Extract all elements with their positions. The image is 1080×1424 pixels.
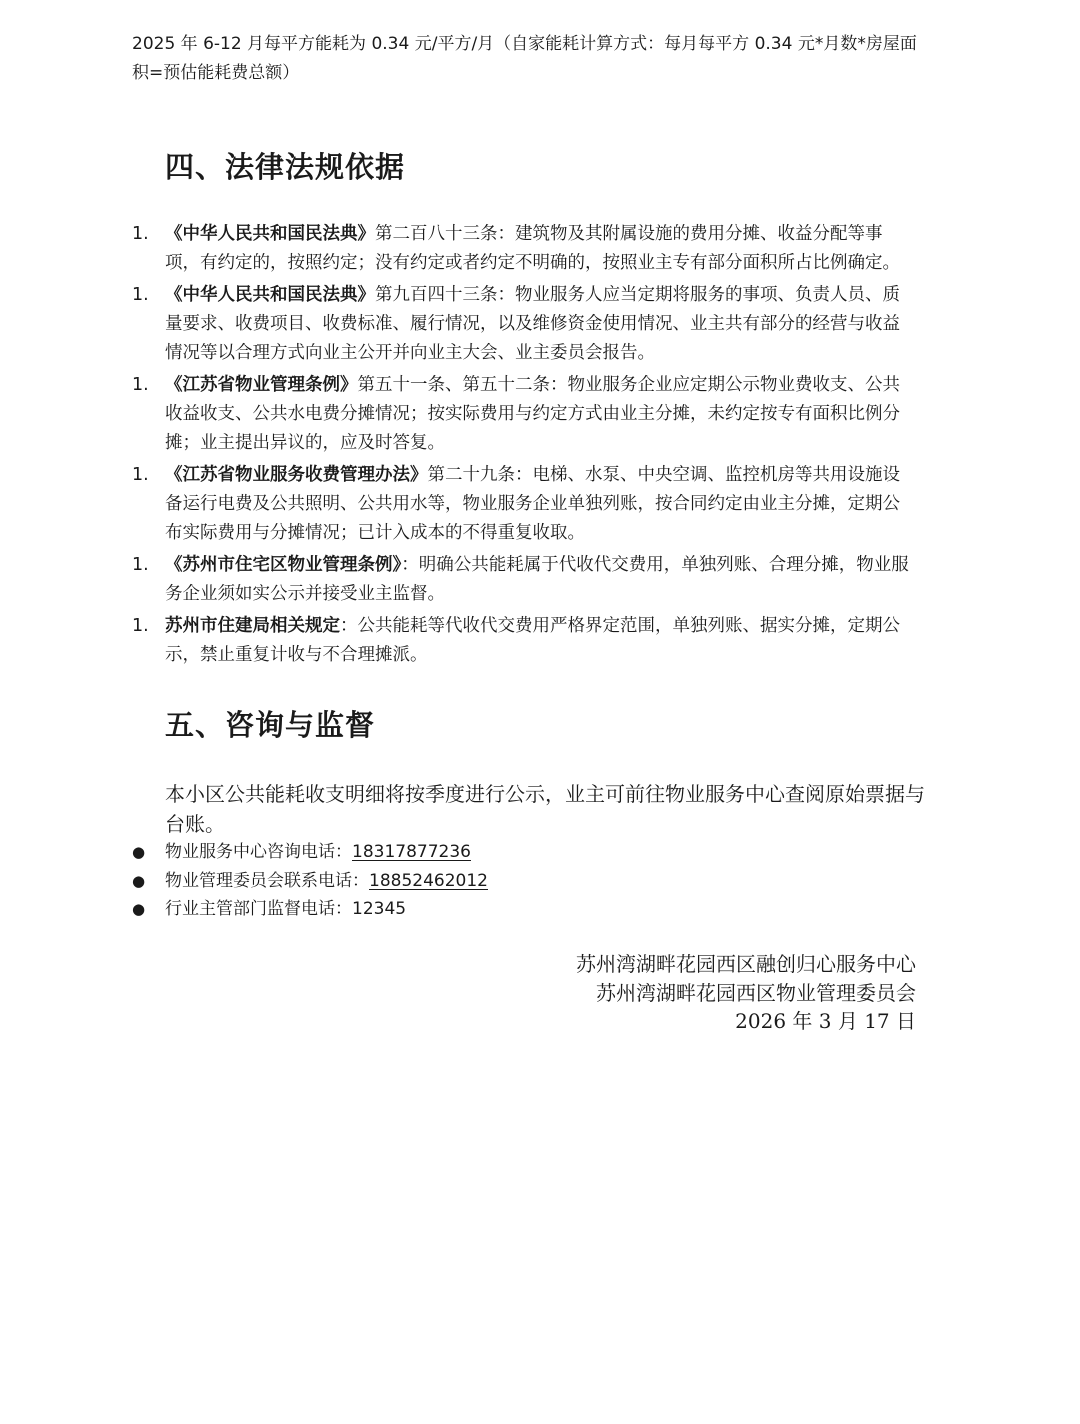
bullet-icon: ● — [132, 871, 146, 890]
contact-item — [0, 867, 1080, 896]
signature-block — [576, 950, 916, 1036]
contact-label: 行业主管部门监督电话： — [165, 899, 352, 919]
law-text: 第二十九条：电梯、水泵、中央空调、监控机房等共用设施设备运行电费及公共照明、公共用水等，物业服务企业单独列账，按合同约定由业主分摊，定期公布实际费用与分摊情况；已计入成本的不得重复收取。 — [165, 465, 900, 543]
list-number: 1. — [132, 285, 149, 305]
list-number: 1. — [132, 616, 149, 636]
law-title: 《苏州市住宅区物业管理条例》 — [165, 555, 402, 575]
legal-basis-item — [0, 371, 917, 458]
law-text: 第九百四十三条：物业服务人应当定期将服务的事项、负责人员、质量要求、收费项目、收费标准、履行情况，以及维修资金使用情况、业主共有部分的经营与收益情况等以合理方式向业主公开并向业主大会、业主委员会报告。 — [165, 285, 900, 363]
contact-label: 物业服务中心咨询电话： — [165, 842, 352, 862]
signature-date: 2026 年 3 月 17 日 — [735, 1009, 916, 1033]
section-4-heading: 四、法律法规依据 — [165, 150, 406, 184]
signature-line-committee: 苏州湾湖畔花园西区物业管理委员会 — [596, 980, 916, 1005]
section-5-heading: 五、咨询与监督 — [165, 708, 376, 742]
legal-basis-item — [0, 281, 917, 368]
bullet-icon: ● — [132, 900, 146, 918]
bullet-icon: ● — [132, 843, 146, 861]
list-number: 1. — [132, 375, 149, 395]
contact-list — [0, 838, 1080, 924]
law-title: 《江苏省物业管理条例》 — [165, 375, 358, 395]
legal-basis-item — [0, 461, 917, 548]
list-number: 1. — [132, 555, 149, 575]
contact-label: 物业管理委员会联系电话： — [165, 870, 369, 891]
contact-item — [0, 895, 1080, 924]
legal-basis-item — [0, 551, 917, 609]
committee-phone-link[interactable]: 18852462012 — [369, 870, 488, 891]
disclosure-paragraph: 本小区公共能耗收支明细将按季度进行公示，业主可前往物业服务中心查阅原始票据与台账。 — [165, 782, 925, 836]
supervision-phone: 12345 — [352, 899, 407, 919]
law-title: 《江苏省物业服务收费管理办法》 — [165, 465, 428, 485]
legal-basis-item — [0, 220, 917, 278]
law-text: ：明确公共能耗属于代收代交费用，单独列账、合理分摊，物业服务企业须如实公示并接受业主监督。 — [165, 555, 909, 604]
law-title: 《中华人民共和国民法典》 — [165, 224, 375, 244]
service-center-phone-link[interactable]: 18317877236 — [352, 842, 471, 862]
list-number: 1. — [132, 224, 149, 244]
law-text: 第五十一条、第五十二条：物业服务企业应定期公示物业费收支、公共收益收支、公共水电费分摊情况；按实际费用与约定方式由业主分摊，未约定按专有面积比例分摊；业主提出异议的，应及时答复。 — [165, 375, 900, 453]
signature-line-service-center: 苏州湾湖畔花园西区融创归心服务中心 — [576, 952, 916, 976]
list-number: 1. — [132, 465, 149, 485]
law-title: 苏州市住建局相关规定 — [165, 616, 340, 636]
law-title: 《中华人民共和国民法典》 — [165, 285, 375, 305]
law-text: ：公共能耗等代收代交费用严格界定范围，单独列账、据实分摊，定期公示，禁止重复计收与不合理摊派。 — [165, 616, 900, 665]
law-text: 第二百八十三条：建筑物及其附属设施的费用分摊、收益分配等事项，有约定的，按照约定；没有约定或者约定不明确的，按照业主专有部分面积所占比例确定。 — [165, 224, 900, 273]
intro-text: 2025 年 6-12 月每平方能耗为 0.34 元/平方/月（自家能耗计算方式：每月每平方 0.34 元*月数*房屋面积=预估能耗费总额） — [132, 34, 917, 83]
legal-basis-item — [0, 612, 917, 670]
contact-item — [0, 838, 1080, 867]
legal-basis-list — [0, 220, 1080, 673]
